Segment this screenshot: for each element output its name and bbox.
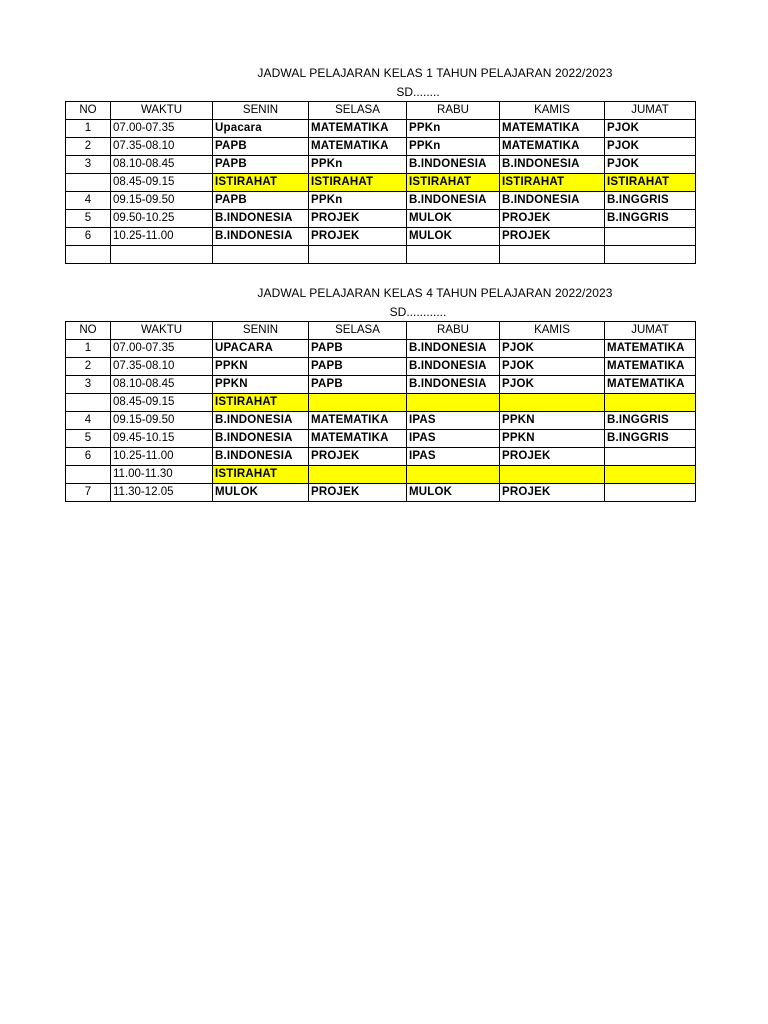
schedule-table [65, 321, 696, 502]
row-number-cell: 2 [66, 358, 111, 376]
table-row [66, 484, 696, 502]
time-cell: 11.00-11.30 [111, 466, 213, 484]
subject-cell: B.INDONESIA [213, 412, 309, 430]
subject-cell: PAPB [309, 376, 407, 394]
subject-cell: PPKn [407, 120, 500, 138]
header-cell: NO [66, 102, 111, 120]
time-cell: 09.15-09.50 [111, 192, 213, 210]
subject-cell: B.INDONESIA [213, 210, 309, 228]
subject-cell: B.INDONESIA [500, 192, 605, 210]
subject-cell: B.INDONESIA [213, 448, 309, 466]
subject-cell: IPAS [407, 448, 500, 466]
subject-cell: MATEMATIKA [500, 120, 605, 138]
subject-cell [309, 466, 407, 484]
subject-cell: MATEMATIKA [309, 430, 407, 448]
subject-cell [605, 394, 696, 412]
subject-cell [605, 246, 696, 264]
schedule-body [66, 340, 696, 502]
subject-cell: B.INGGRIS [605, 192, 696, 210]
school-name: SD........ [396, 85, 440, 99]
subject-cell: MATEMATIKA [605, 358, 696, 376]
subject-cell: IPAS [407, 412, 500, 430]
subject-cell: PJOK [605, 138, 696, 156]
subject-cell: MATEMATIKA [500, 138, 605, 156]
subject-cell: PAPB [309, 340, 407, 358]
schedule-title: JADWAL PELAJARAN KELAS 1 TAHUN PELAJARAN 2022/2023 [257, 66, 613, 80]
header-cell: KAMIS [500, 322, 605, 340]
schedule-block-kelas-1 [65, 64, 695, 264]
subject-cell [500, 394, 605, 412]
subject-cell: PJOK [500, 376, 605, 394]
header-cell: SELASA [309, 322, 407, 340]
subject-cell [605, 466, 696, 484]
row-number-cell: 3 [66, 156, 111, 174]
subject-cell [605, 484, 696, 502]
subject-cell: Upacara [213, 120, 309, 138]
row-number-cell: 1 [66, 340, 111, 358]
time-cell: 09.45-10.15 [111, 430, 213, 448]
subject-cell [407, 466, 500, 484]
subject-cell: B.INDONESIA [500, 156, 605, 174]
subject-cell: ISTIRAHAT [213, 466, 309, 484]
header-cell: JUMAT [605, 322, 696, 340]
subject-cell: PAPB [213, 156, 309, 174]
subject-cell: MATEMATIKA [605, 376, 696, 394]
subject-cell: B.INDONESIA [407, 156, 500, 174]
subject-cell: B.INDONESIA [407, 340, 500, 358]
time-cell [111, 246, 213, 264]
schedule-table [65, 101, 696, 264]
table-row [66, 156, 696, 174]
schedule-title: JADWAL PELAJARAN KELAS 4 TAHUN PELAJARAN 2022/2023 [257, 286, 613, 300]
subject-cell: B.INDONESIA [213, 430, 309, 448]
subject-cell: PPKn [407, 138, 500, 156]
row-number-cell: 7 [66, 484, 111, 502]
time-cell: 07.35-08.10 [111, 358, 213, 376]
subject-cell: PPKn [309, 156, 407, 174]
time-cell: 07.00-07.35 [111, 340, 213, 358]
subject-cell: PROJEK [500, 484, 605, 502]
subject-cell: MULOK [407, 228, 500, 246]
row-number-cell: 6 [66, 448, 111, 466]
time-cell: 08.10-08.45 [111, 376, 213, 394]
table-row [66, 394, 696, 412]
subject-cell: PROJEK [500, 228, 605, 246]
subject-cell [407, 246, 500, 264]
row-number-cell: 6 [66, 228, 111, 246]
header-cell: KAMIS [500, 102, 605, 120]
table-row [66, 376, 696, 394]
table-row [66, 340, 696, 358]
subject-cell: PROJEK [309, 210, 407, 228]
subject-cell: MATEMATIKA [309, 138, 407, 156]
table-row [66, 430, 696, 448]
subject-cell: MATEMATIKA [309, 412, 407, 430]
table-row [66, 412, 696, 430]
subject-cell: IPAS [407, 430, 500, 448]
table-row [66, 120, 696, 138]
subject-cell: ISTIRAHAT [213, 174, 309, 192]
row-number-cell: 5 [66, 430, 111, 448]
subject-cell: MATEMATIKA [309, 120, 407, 138]
header-row [66, 322, 696, 340]
subject-cell: B.INDONESIA [407, 192, 500, 210]
time-cell: 07.00-07.35 [111, 120, 213, 138]
subject-cell: MULOK [407, 210, 500, 228]
row-number-cell: 4 [66, 412, 111, 430]
subject-cell: MULOK [213, 484, 309, 502]
subject-cell [309, 394, 407, 412]
subject-cell: PJOK [605, 120, 696, 138]
subject-cell: PAPB [213, 192, 309, 210]
subject-cell: UPACARA [213, 340, 309, 358]
row-number-cell: 2 [66, 138, 111, 156]
time-cell: 08.45-09.15 [111, 174, 213, 192]
table-row [66, 174, 696, 192]
subject-cell: PAPB [213, 138, 309, 156]
subject-cell: PROJEK [500, 210, 605, 228]
subject-cell: PJOK [605, 156, 696, 174]
table-row [66, 246, 696, 264]
time-cell: 08.10-08.45 [111, 156, 213, 174]
table-row [66, 448, 696, 466]
table-row [66, 192, 696, 210]
subject-cell: ISTIRAHAT [500, 174, 605, 192]
subject-cell: PJOK [500, 340, 605, 358]
subject-cell: B.INGGRIS [605, 210, 696, 228]
header-row [66, 102, 696, 120]
subject-cell: PPKn [309, 192, 407, 210]
subject-cell: PAPB [309, 358, 407, 376]
row-number-cell: 4 [66, 192, 111, 210]
table-row [66, 466, 696, 484]
header-cell: WAKTU [111, 322, 213, 340]
subject-cell: ISTIRAHAT [309, 174, 407, 192]
subject-cell [605, 448, 696, 466]
subject-cell: PROJEK [309, 484, 407, 502]
row-number-cell: 3 [66, 376, 111, 394]
subject-cell: B.INGGRIS [605, 430, 696, 448]
school-name: SD............ [389, 305, 447, 319]
subject-cell: ISTIRAHAT [213, 394, 309, 412]
subject-cell: B.INGGRIS [605, 412, 696, 430]
header-cell: SENIN [213, 322, 309, 340]
subject-cell [605, 228, 696, 246]
time-cell: 09.50-10.25 [111, 210, 213, 228]
table-row [66, 138, 696, 156]
subject-cell: PPKN [500, 430, 605, 448]
subject-cell: B.INDONESIA [407, 358, 500, 376]
time-cell: 09.15-09.50 [111, 412, 213, 430]
subject-cell: MATEMATIKA [605, 340, 696, 358]
row-number-cell [66, 174, 111, 192]
subject-cell: B.INDONESIA [213, 228, 309, 246]
time-cell: 10.25-11.00 [111, 448, 213, 466]
table-row [66, 358, 696, 376]
subject-cell: B.INDONESIA [407, 376, 500, 394]
schedule-block-kelas-4 [65, 284, 695, 502]
subject-cell: PJOK [500, 358, 605, 376]
subject-cell: PROJEK [309, 448, 407, 466]
subject-cell [500, 466, 605, 484]
row-number-cell: 5 [66, 210, 111, 228]
header-cell: RABU [407, 322, 500, 340]
subject-cell [309, 246, 407, 264]
row-number-cell [66, 394, 111, 412]
table-row [66, 228, 696, 246]
subject-cell [407, 394, 500, 412]
subject-cell: PPKN [213, 358, 309, 376]
subject-cell: ISTIRAHAT [407, 174, 500, 192]
header-cell: WAKTU [111, 102, 213, 120]
row-number-cell: 1 [66, 120, 111, 138]
subject-cell: PROJEK [309, 228, 407, 246]
header-cell: JUMAT [605, 102, 696, 120]
subject-cell: ISTIRAHAT [605, 174, 696, 192]
row-number-cell [66, 466, 111, 484]
header-cell: NO [66, 322, 111, 340]
time-cell: 11.30-12.05 [111, 484, 213, 502]
header-cell: SELASA [309, 102, 407, 120]
subject-cell: PPKN [213, 376, 309, 394]
subject-cell: PROJEK [500, 448, 605, 466]
row-number-cell [66, 246, 111, 264]
subject-cell: MULOK [407, 484, 500, 502]
schedule-body [66, 120, 696, 264]
header-cell: RABU [407, 102, 500, 120]
table-row [66, 210, 696, 228]
subject-cell: PPKN [500, 412, 605, 430]
subject-cell [500, 246, 605, 264]
subject-cell [213, 246, 309, 264]
time-cell: 07.35-08.10 [111, 138, 213, 156]
header-cell: SENIN [213, 102, 309, 120]
time-cell: 10.25-11.00 [111, 228, 213, 246]
time-cell: 08.45-09.15 [111, 394, 213, 412]
